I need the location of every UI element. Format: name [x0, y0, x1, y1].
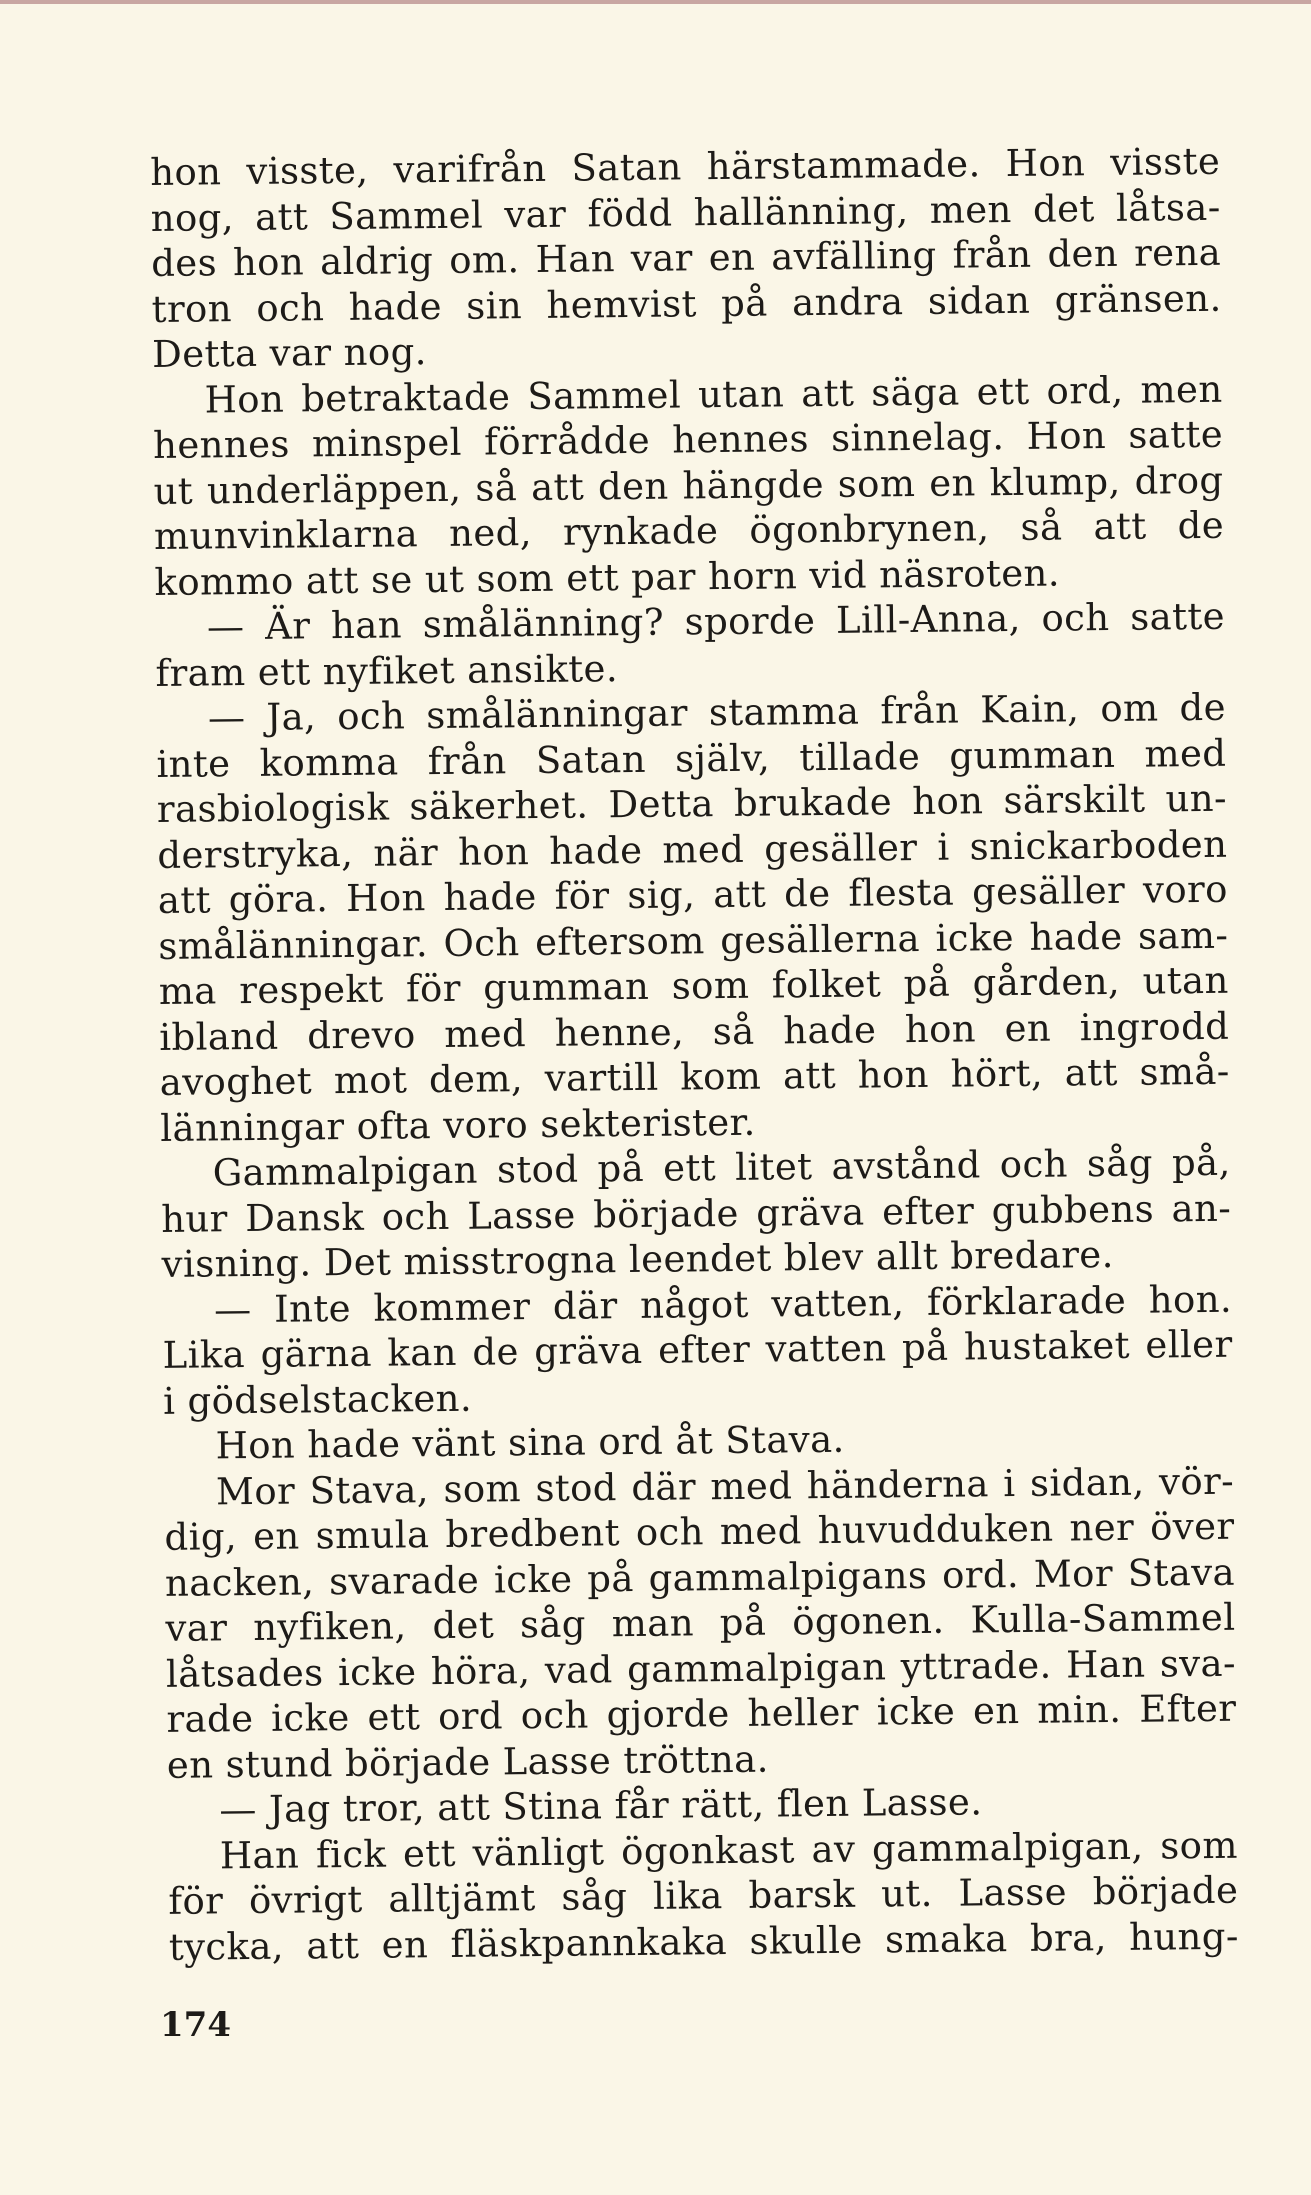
text-line: Hon hade vänt sina ord åt Stava. — [215, 1417, 845, 1468]
text-line: des hon aldrig om. Han var en avfälling från den rena — [150, 230, 1222, 285]
text-line: tycka, att en fläskpannkaka skulle smaka bra, hung- — [168, 1914, 1239, 1969]
text-line: Detta var nog. — [151, 330, 428, 376]
text-line: hon visste, varifrån Satan härstammade. Hon visste — [150, 139, 1221, 194]
text-line: en stund började Lasse tröttna. — [166, 1737, 769, 1787]
text-line: kommo att se ut som ett par horn vid näsroten. — [154, 550, 1061, 604]
page-top-edge — [0, 0, 1311, 4]
text-line: rade icke ett ord och gjorde heller icke en min. Efter — [166, 1686, 1237, 1741]
text-line: smålänningar. Och eftersom gesällerna icke hade sam- — [158, 913, 1229, 968]
text-line: ut underläppen, så att den hängde som en klump, drog — [153, 458, 1224, 513]
page-number: 174 — [160, 2005, 231, 2045]
text-line: hur Dansk och Lasse började gräva efter gubbens an- — [160, 1186, 1232, 1241]
text-line: ibland drevo med henne, så hade hon en ingrodd — [159, 1004, 1230, 1059]
text-line: — Jag tror, att Stina får rätt, flen Lasse. — [219, 1780, 983, 1832]
text-line: ma respekt för gumman som folket på gården, utan — [158, 958, 1229, 1013]
text-line: Mor Stava, som stod där med händerna i sidan, vör- — [215, 1459, 1235, 1513]
text-line: att göra. Hon hade för sig, att de flesta gesäller voro — [157, 867, 1229, 922]
text-line: Lika gärna kan de gräva efter vatten på hustaket eller — [162, 1322, 1233, 1377]
text-line: i gödselstacken. — [162, 1376, 473, 1423]
text-line: visning. Det misstrogna leendet blev allt bredare. — [161, 1232, 1114, 1286]
text-line: länningar ofta voro sekterister. — [160, 1100, 756, 1150]
body-text — [150, 139, 1239, 1970]
text-line: för övrigt alltjämt såg lika barsk ut. Lasse började — [168, 1868, 1239, 1923]
text-line: Gammalpigan stod på ett litet avstånd och såg på, — [212, 1140, 1231, 1195]
text-line: avoghet mot dem, vartill kom att hon hört, att små- — [159, 1049, 1230, 1104]
text-line: var nyfiken, det såg man på ögonen. Kulla-Sammel — [165, 1595, 1236, 1650]
text-line: — Är han smålänning? sporde Lill-Anna, och satte — [206, 594, 1226, 649]
text-line: munvinklarna ned, rynkade ögonbrynen, så att de — [153, 503, 1225, 558]
text-line: fram ett nyfiket ansikte. — [155, 646, 619, 695]
text-line: rasbiologisk säkerhet. Detta brukade hon särskilt un- — [156, 776, 1228, 831]
text-line: nacken, svarade icke på gammalpigans ord. Mor Stava — [164, 1550, 1236, 1605]
text-line: inte komma från Satan själv, tillade gumman med — [156, 731, 1227, 786]
text-line: Han fick ett vänligt ögonkast av gammalpigan, som — [219, 1823, 1239, 1877]
text-line: — Ja, och smålänningar stamma från Kain, om de — [207, 685, 1227, 740]
text-line: derstryka, när hon hade med gesäller i snickarboden — [157, 822, 1228, 877]
text-line: Hon betraktade Sammel utan att säga ett ord, men — [204, 367, 1223, 421]
text-line: — Inte kommer där något vatten, förklarade hon. — [213, 1277, 1233, 1331]
text-line: låtsades icke höra, vad gammalpigan yttrade. Han sva- — [165, 1641, 1237, 1696]
text-line: nog, att Sammel var född hallänning, men det låtsa- — [150, 185, 1221, 240]
text-line: dig, en smula bredbent och med huvudduken ner över — [164, 1504, 1235, 1559]
text-line: hennes minspel förrådde hennes sinnelag. Hon satte — [152, 412, 1224, 467]
text-line: tron och hade sin hemvist på andra sidan gränsen. — [151, 276, 1222, 331]
